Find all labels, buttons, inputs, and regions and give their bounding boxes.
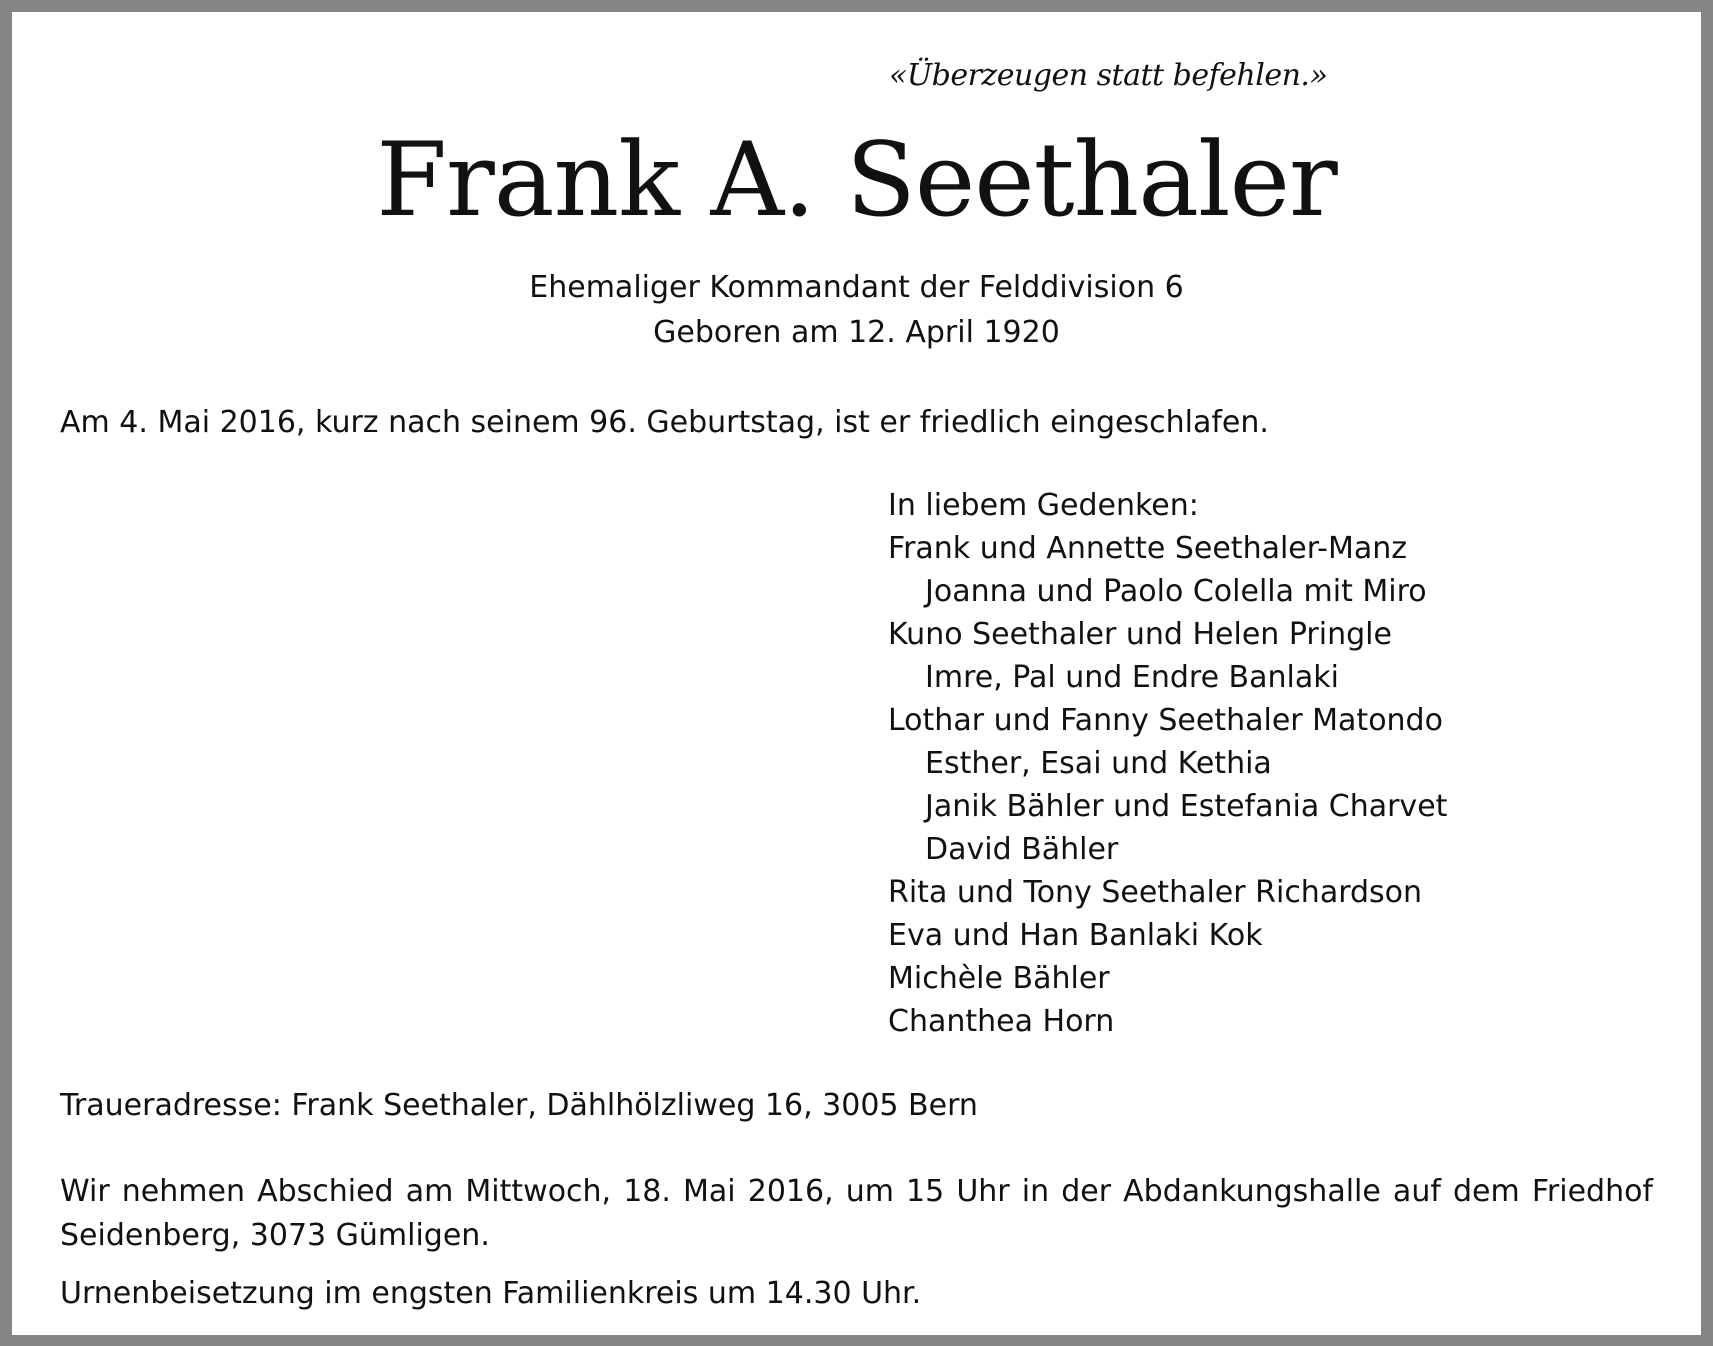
mourner-name: Eva und Han Banlaki Kok xyxy=(888,918,1263,953)
birth-date: Geboren am 12. April 1920 xyxy=(653,315,1060,350)
mourner-name: Joanna und Paolo Colella mit Miro xyxy=(925,574,1427,609)
mourner-name: David Bähler xyxy=(925,832,1119,867)
motto-quote: «Überzeugen statt befehlen.» xyxy=(889,58,1328,93)
memory-heading: In liebem Gedenken: xyxy=(888,488,1199,523)
mourner-name: Esther, Esai und Kethia xyxy=(925,746,1272,781)
farewell-service: Wir nehmen Abschied am Mittwoch, 18. Mai 2016, um 15 Uhr in der Abdankungshalle auf dem Friedhof Seidenberg, 3073 Gümligen. xyxy=(60,1174,1653,1253)
mourner-name: Kuno Seethaler und Helen Pringle xyxy=(888,617,1392,652)
mourner-name: Rita und Tony Seethaler Richardson xyxy=(888,875,1423,910)
mourner-name: Lothar und Fanny Seethaler Matondo xyxy=(888,703,1443,738)
urn-burial: Urnenbeisetzung im engsten Familienkreis um 14.30 Uhr. xyxy=(60,1276,922,1311)
deceased-name: Frank A. Seethaler xyxy=(376,121,1337,240)
mourners-list xyxy=(888,484,1447,1043)
mourner-name: Frank und Annette Seethaler-Manz xyxy=(888,531,1408,566)
mourning-address: Traueradresse: Frank Seethaler, Dählhölzliweg 16, 3005 Bern xyxy=(60,1088,978,1123)
mourner-name: Imre, Pal und Endre Banlaki xyxy=(925,660,1339,695)
obituary-page xyxy=(12,12,1701,1335)
death-announcement: Am 4. Mai 2016, kurz nach seinem 96. Geburtstag, ist er friedlich eingeschlafen. xyxy=(60,405,1269,440)
mourner-name: Michèle Bähler xyxy=(888,961,1110,996)
former-role: Ehemaliger Kommandant der Felddivision 6 xyxy=(529,270,1184,305)
mourner-name: Chanthea Horn xyxy=(888,1004,1115,1039)
mourner-name: Janik Bähler und Estefania Charvet xyxy=(925,789,1448,824)
